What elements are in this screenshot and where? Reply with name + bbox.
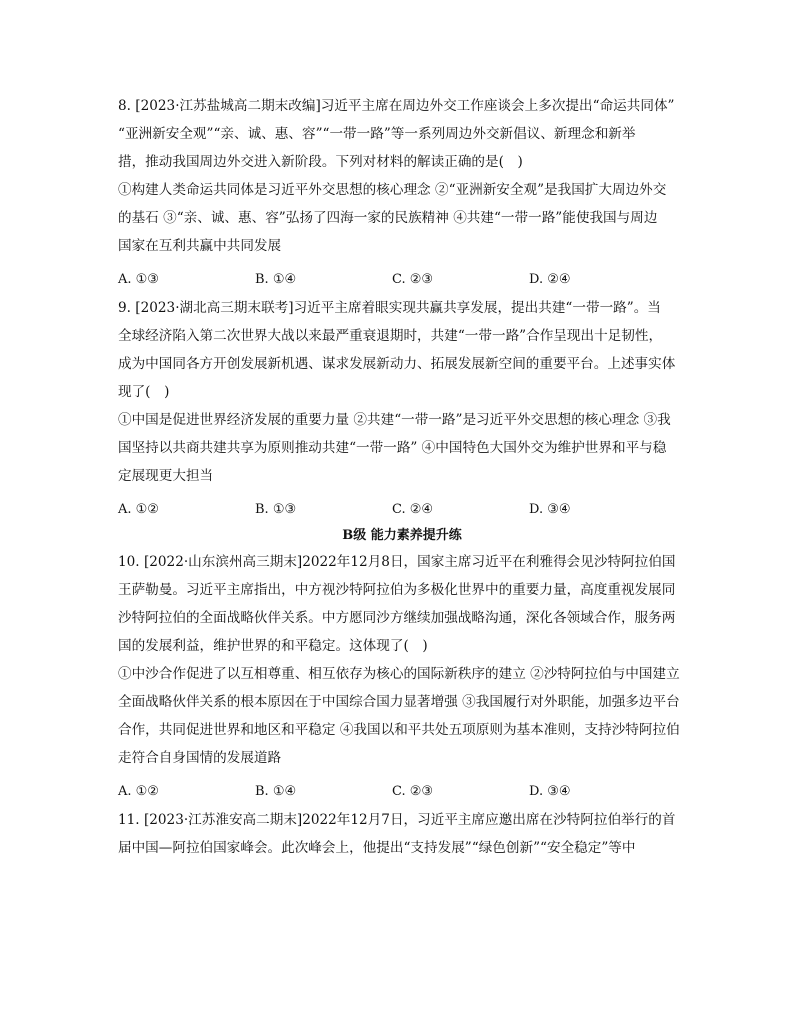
question-8-stem-line-3: 措，推动我国周边外交进入新阶段。下列对材料的解读正确的是( ) [118, 154, 523, 170]
question-10-stem-line-1: 10. [2022·山东滨州高三期末]2022年12月8日，国家主席习近平在利雅得会见沙特阿拉伯国 [118, 554, 676, 570]
question-8-statement-line-2: 的基石 ③“亲、诚、惠、容”弘扬了四海一家的民族精神 ④共建“一带一路”能使我国与周边 [118, 210, 658, 226]
question-8 [118, 96, 686, 290]
question-10-statement-line-3: 合作，共同促进世界和地区和平稳定 ④我国以和平共处五项原则为基本准则，支持沙特阿拉伯 [118, 722, 680, 738]
section-title: B级 能力素养提升练 [342, 528, 462, 543]
question-8-option-b[interactable]: B. ①④ [255, 272, 297, 287]
question-8-option-c[interactable]: C. ②③ [392, 272, 434, 287]
question-8-statement-line-3: 国家在互利共赢中共同发展 [118, 238, 282, 254]
question-10-option-b[interactable]: B. ①④ [255, 784, 297, 799]
question-8-option-d[interactable]: D. ②④ [529, 272, 571, 287]
question-9-stem-line-2: 全球经济陷入第二次世界大战以来最严重衰退期时，共建“一带一路”合作呈现出十足韧性， [118, 328, 663, 344]
document-page [118, 96, 686, 866]
question-9-stem-line-1: 9. [2023·湖北高三期末联考]习近平主席着眼实现共赢共享发展，提出共建“一带一路”。当 [118, 300, 661, 316]
question-9-stem-line-3: 成为中国同各方开创发展新机遇、谋求发展新动力、拓展发展新空间的重要平台。上述事实体 [118, 356, 676, 372]
question-8-stem-line-1: 8. [2023·江苏盐城高二期末改编]习近平主席在周边外交工作座谈会上多次提出“命运共同体” [118, 98, 675, 114]
question-11-stem-line-1: 11. [2023·江苏淮安高二期末]2022年12月7日，习近平主席应邀出席在沙特阿拉伯举行的首 [118, 812, 676, 828]
question-9-option-a[interactable]: A. ①② [118, 502, 159, 517]
question-9-options [118, 500, 686, 520]
question-9-statement-line-2: 国坚持以共商共建共享为原则推动共建“一带一路” ④中国特色大国外交为维护世界和平与稳 [118, 440, 667, 456]
question-10-statement-line-1: ①中沙合作促进了以互相尊重、相互依存为核心的国际新秩序的建立 ②沙特阿拉伯与中国建立 [118, 666, 680, 682]
question-9-statement-line-1: ①中国是促进世界经济发展的重要力量 ②共建“一带一路”是习近平外交思想的核心理念 ③我 [118, 412, 671, 428]
question-10-statement-line-4: 走符合自身国情的发展道路 [118, 750, 282, 766]
question-10-stem-line-2: 王萨勒曼。习近平主席指出，中方视沙特阿拉伯为多极化世界中的重要力量，高度重视发展同 [118, 582, 676, 598]
question-10 [118, 552, 686, 802]
question-10-option-c[interactable]: C. ②③ [392, 784, 434, 799]
question-10-option-a[interactable]: A. ①② [118, 784, 159, 799]
question-10-option-d[interactable]: D. ③④ [529, 784, 571, 799]
question-9-statement-line-3: 定展现更大担当 [118, 468, 214, 484]
question-10-stem-line-3: 沙特阿拉伯的全面战略伙伴关系。中方愿同沙方继续加强战略沟通，深化各领域合作，服务两 [118, 610, 676, 626]
question-9-option-b[interactable]: B. ①③ [255, 502, 297, 517]
question-8-option-a[interactable]: A. ①③ [118, 272, 159, 287]
question-9-option-d[interactable]: D. ③④ [529, 502, 571, 517]
question-8-stem-line-2: “亚洲新安全观”“亲、诚、惠、容”“一带一路”等一系列周边外交新倡议、新理念和新举 [118, 126, 636, 142]
question-9-option-c[interactable]: C. ②④ [392, 502, 434, 517]
question-10-stem-line-4: 国的发展利益，维护世界的和平稳定。这体现了( ) [118, 638, 428, 654]
question-9 [118, 298, 686, 520]
question-8-options [118, 270, 686, 290]
question-11-stem-line-2: 届中国—阿拉伯国家峰会。此次峰会上，他提出“支持发展”“绿色创新”“安全稳定”等中 [118, 840, 636, 856]
question-10-options [118, 782, 686, 802]
question-10-statement-line-2: 全面战略伙伴关系的根本原因在于中国综合国力显著增强 ③我国履行对外职能，加强多边平台 [118, 694, 680, 710]
question-11 [118, 810, 686, 858]
question-8-statement-line-1: ①构建人类命运共同体是习近平外交思想的核心理念 ②“亚洲新安全观”是我国扩大周边外交 [118, 182, 667, 198]
question-9-stem-line-4: 现了( ) [118, 384, 170, 400]
